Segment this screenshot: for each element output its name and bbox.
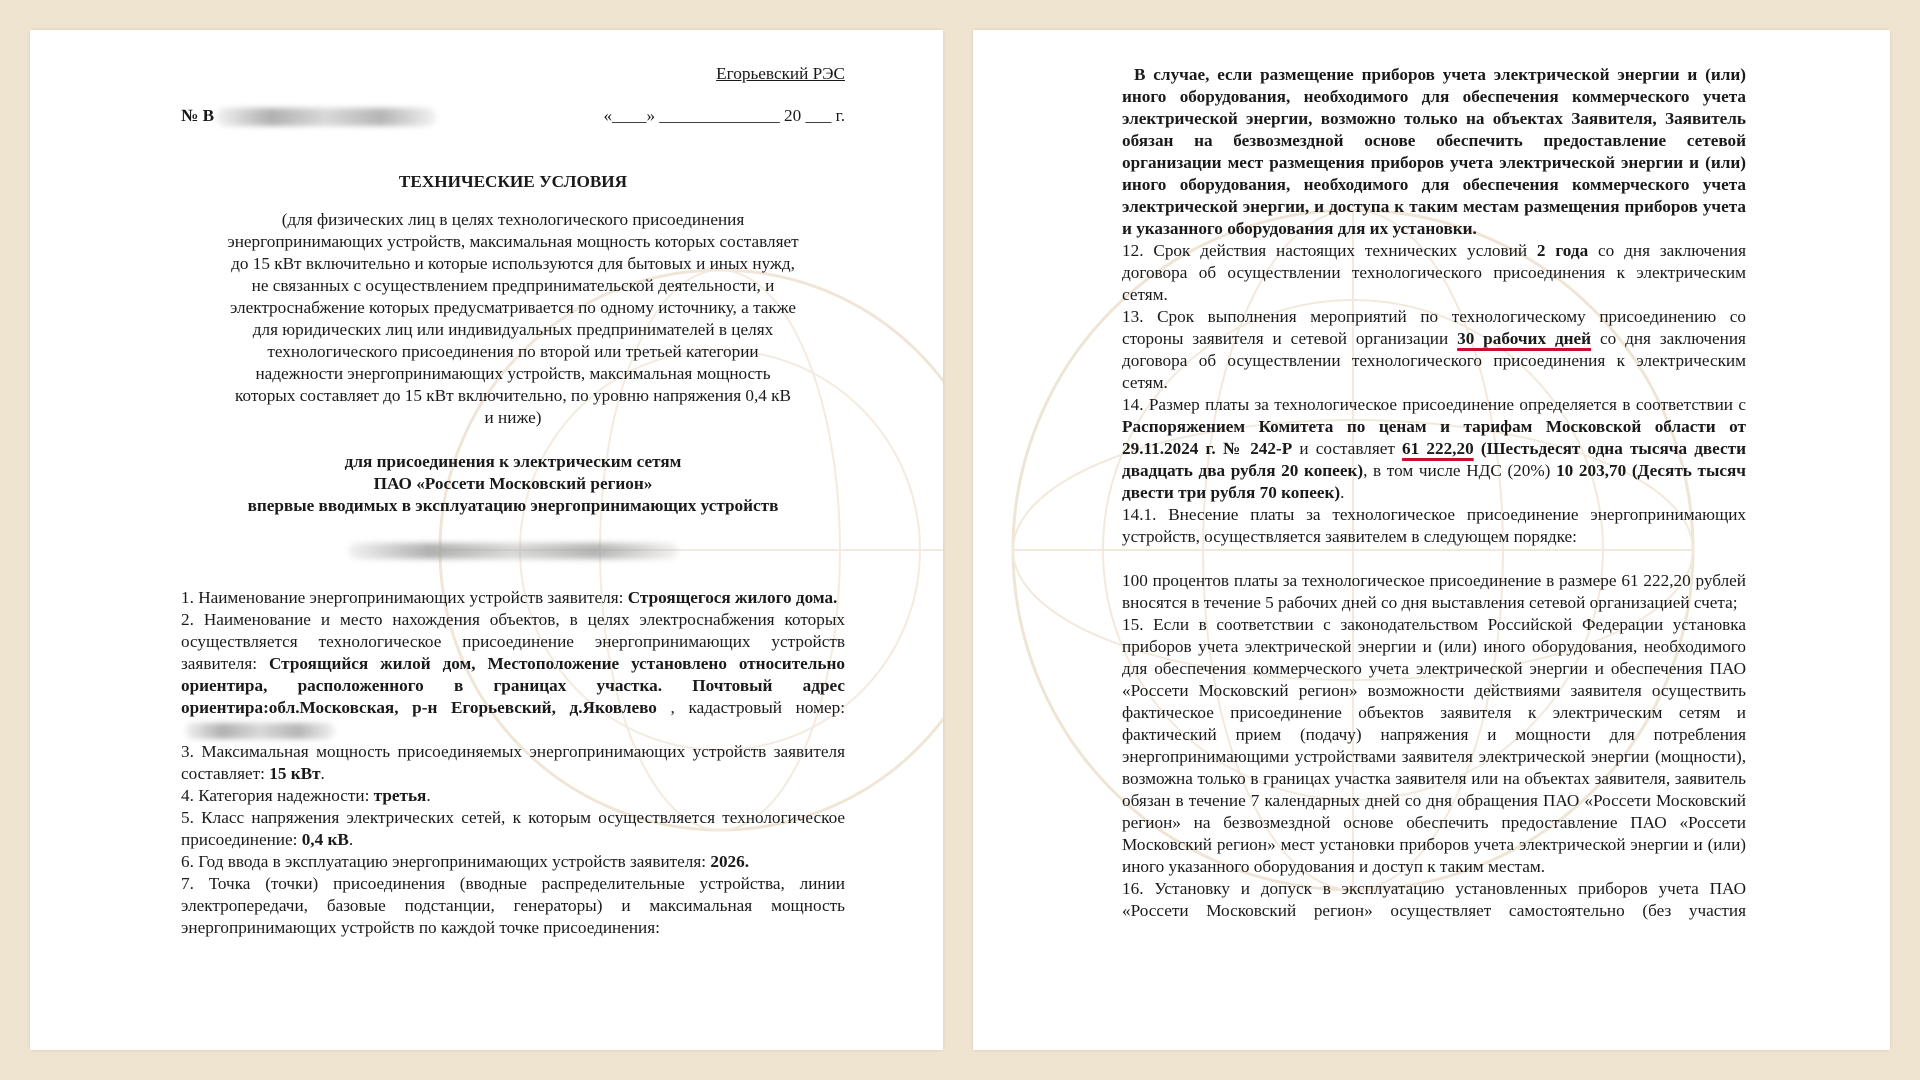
subtitle-line: энергопринимающих устройств, максимальная мощность которых составляет: [227, 232, 799, 251]
item-3: 3. Максимальная мощность присоединяемых энергопринимающих устройств заявителя составляет: 15 кВт.: [181, 742, 845, 783]
item-13: 13. Срок выполнения мероприятий по технологическому присоединению со стороны заявителя и сетевой организации 30 рабочих дней со дня заключения договора об осуществлении технологического присоединения к электрическим сетям.: [1122, 307, 1746, 392]
redacted-line: [181, 539, 845, 561]
document-date-line: «____» ______________ 20 ___ г.: [603, 106, 845, 125]
item-14-order: Распоряжением Комитета по ценам и тарифам Московской области от 29.11.2024 г. № 242-Р: [1122, 417, 1746, 458]
document-number: [181, 105, 436, 127]
item-1-value: Строящегося жилого дома.: [627, 588, 838, 607]
item-1: 1. Наименование энергопринимающих устройств заявителя: Строящегося жилого дома.: [181, 588, 838, 607]
redacted-number: [216, 108, 436, 126]
office-name: Егорьевский РЭС: [716, 64, 845, 83]
redacted-cadastral: [185, 723, 335, 739]
document-number-row: [181, 105, 845, 127]
item-14-amount: 61 222,20: [1402, 439, 1474, 458]
item-4: 4. Категория надежности: третья.: [181, 786, 431, 805]
document-number-label: № В: [181, 106, 215, 125]
subtitle-line: и ниже): [484, 408, 542, 427]
subtitle-line: (для физических лиц в целях технологического присоединения: [281, 210, 745, 229]
item-2: 2. Наименование и место нахождения объектов, в целях электроснабжения которых осуществляется технологическое присоединение энергопринимающих устройств заявителя: Строящийся жилой дом, Местоположение установлено относительно ориентира, расположенного в границах участка. Почтовый адрес ориентира:обл.Московская, р-н Егорьевский, д.Яковлево , кадастровый номер:: [181, 609, 845, 741]
item-5: 5. Класс напряжения электрических сетей, к которым осуществляется технологическое присоединение: 0,4 кВ.: [181, 808, 845, 849]
item-13-value: 30 рабочих дней: [1457, 329, 1592, 348]
item-5-value: 0,4 кВ: [301, 830, 349, 849]
document-page-right: [973, 30, 1890, 1050]
item-14: 14. Размер платы за технологическое присоединение определяется в соответствии с Распоряжением Комитета по ценам и тарифам Московской области от 29.11.2024 г. № 242-Р и составляет 61 222,20 (Шестьдесят одна тысяча двести двадцать два рубля 20 копеек), в том числе НДС (20%) 10 203,70 (Десять тысяч двести три рубля 70 копеек).: [1122, 395, 1747, 502]
connection-line: для присоединения к электрическим сетям: [344, 452, 682, 471]
item-14-amount-words: (Шестьдесят одна тысяча двести двадцать два рубля 20 копеек): [1122, 439, 1746, 480]
item-14-1: 14.1. Внесение платы за технологическое присоединение энергопринимающих устройств, осуществляется заявителем в следующем порядке:: [1122, 505, 1746, 546]
item-3-value: 15 кВт: [269, 764, 321, 783]
document-page-left: [30, 30, 943, 1050]
left-page-content: [181, 63, 845, 939]
document-subtitle: [181, 209, 845, 429]
subtitle-line: электроснабжение которых предусматривается по одному источнику, а также: [229, 298, 797, 317]
item-14-vat: 10 203,70 (Десять тысяч двести три рубля 70 копеек): [1122, 461, 1747, 502]
subtitle-line: не связанных с осуществлением предпринимательской деятельности, и: [251, 276, 775, 295]
right-page-content: [1122, 64, 1746, 922]
item-12: 12. Срок действия настоящих технических условий 2 года со дня заключения договора об осуществлении технологического присоединения к электрическим сетям.: [1122, 241, 1746, 304]
connection-line: впервые вводимых в эксплуатацию энергопринимающих устройств: [247, 496, 779, 515]
subtitle-line: которых составляет до 15 кВт включительно, по уровню напряжения 0,4 кВ: [234, 386, 792, 405]
item-15: 15. Если в соответствии с законодательством Российской Федерации установка приборов учета электрической энергии и (или) иного оборудования, необходимого для обеспечения коммерческого учета электрической энергии и обеспечения ПАО «Россети Московский регион» возможности действиями заявителя осуществить фактическое присоединение объектов заявителя к электрическим сетям и фактический прием (подачу) напряжения и мощности для потребления энергопринимающими устройствами заявителя электрической энергии (мощности), возможна только в границах участка заявителя или на объектах заявителя, заявитель обязан в течение 7 календарных дней со дня обращения ПАО «Россети Московский регион» на безвозмездной основе обеспечить предоставление ПАО «Россети Московский регион» мест установки приборов учета электрической энергии и (или) иного указанного оборудования и доступ к таким местам.: [1122, 615, 1746, 876]
subtitle-line: для юридических лиц или индивидуальных предпринимателей в целях: [252, 320, 774, 339]
item-2-value: Строящийся жилой дом, Местоположение установлено относительно ориентира, расположенного в границах участка. Почтовый адрес ориентира:обл.Московская, р-н Егорьевский, д.Яковлево: [181, 654, 845, 717]
connection-heading: [181, 451, 845, 517]
subtitle-line: технологического присоединения по второй или третьей категории: [267, 342, 759, 361]
item-6-value: 2026.: [710, 852, 750, 871]
connection-line: ПАО «Россети Московский регион»: [373, 474, 653, 493]
document-title: ТЕХНИЧЕСКИЕ УСЛОВИЯ: [398, 172, 628, 191]
subtitle-line: надежности энергопринимающих устройств, максимальная мощность: [255, 364, 771, 383]
intro-paragraph: В случае, если размещение приборов учета электрической энергии и (или) иного оборудования, необходимого для обеспечения коммерческого учета электрической энергии, возможно только на объектах Заявителя, Заявитель обязан на безвозмездной основе обеспечить предоставление сетевой организации мест размещения приборов учета электрической энергии и (или) иного оборудования, необходимого для обеспечения коммерческого учета электрической энергии, и доступа к таким местам размещения приборов учета и указанного оборудования для их установки.: [1122, 65, 1746, 238]
item-4-value: третья: [373, 786, 427, 805]
item-12-value: 2 года: [1536, 241, 1589, 260]
item-16: 16. Установку и допуск в эксплуатацию установленных приборов учета ПАО «Россети Московский регион» осуществляет самостоятельно (без участия: [1122, 879, 1746, 920]
payment-terms: 100 процентов платы за технологическое присоединение в размере 61 222,20 рублей вносятся в течение 5 рабочих дней со дня выставления сетевой организацией счета;: [1122, 571, 1746, 612]
subtitle-line: до 15 кВт включительно и которые используются для бытовых и иных нужд,: [231, 254, 795, 273]
item-7: 7. Точка (точки) присоединения (вводные распределительные устройства, линии электропередачи, базовые подстанции, генераторы) и максимальная мощность энергопринимающих устройств по каждой точке присоединения:: [181, 874, 845, 937]
item-6: 6. Год ввода в эксплуатацию энергопринимающих устройств заявителя: 2026.: [181, 852, 750, 871]
